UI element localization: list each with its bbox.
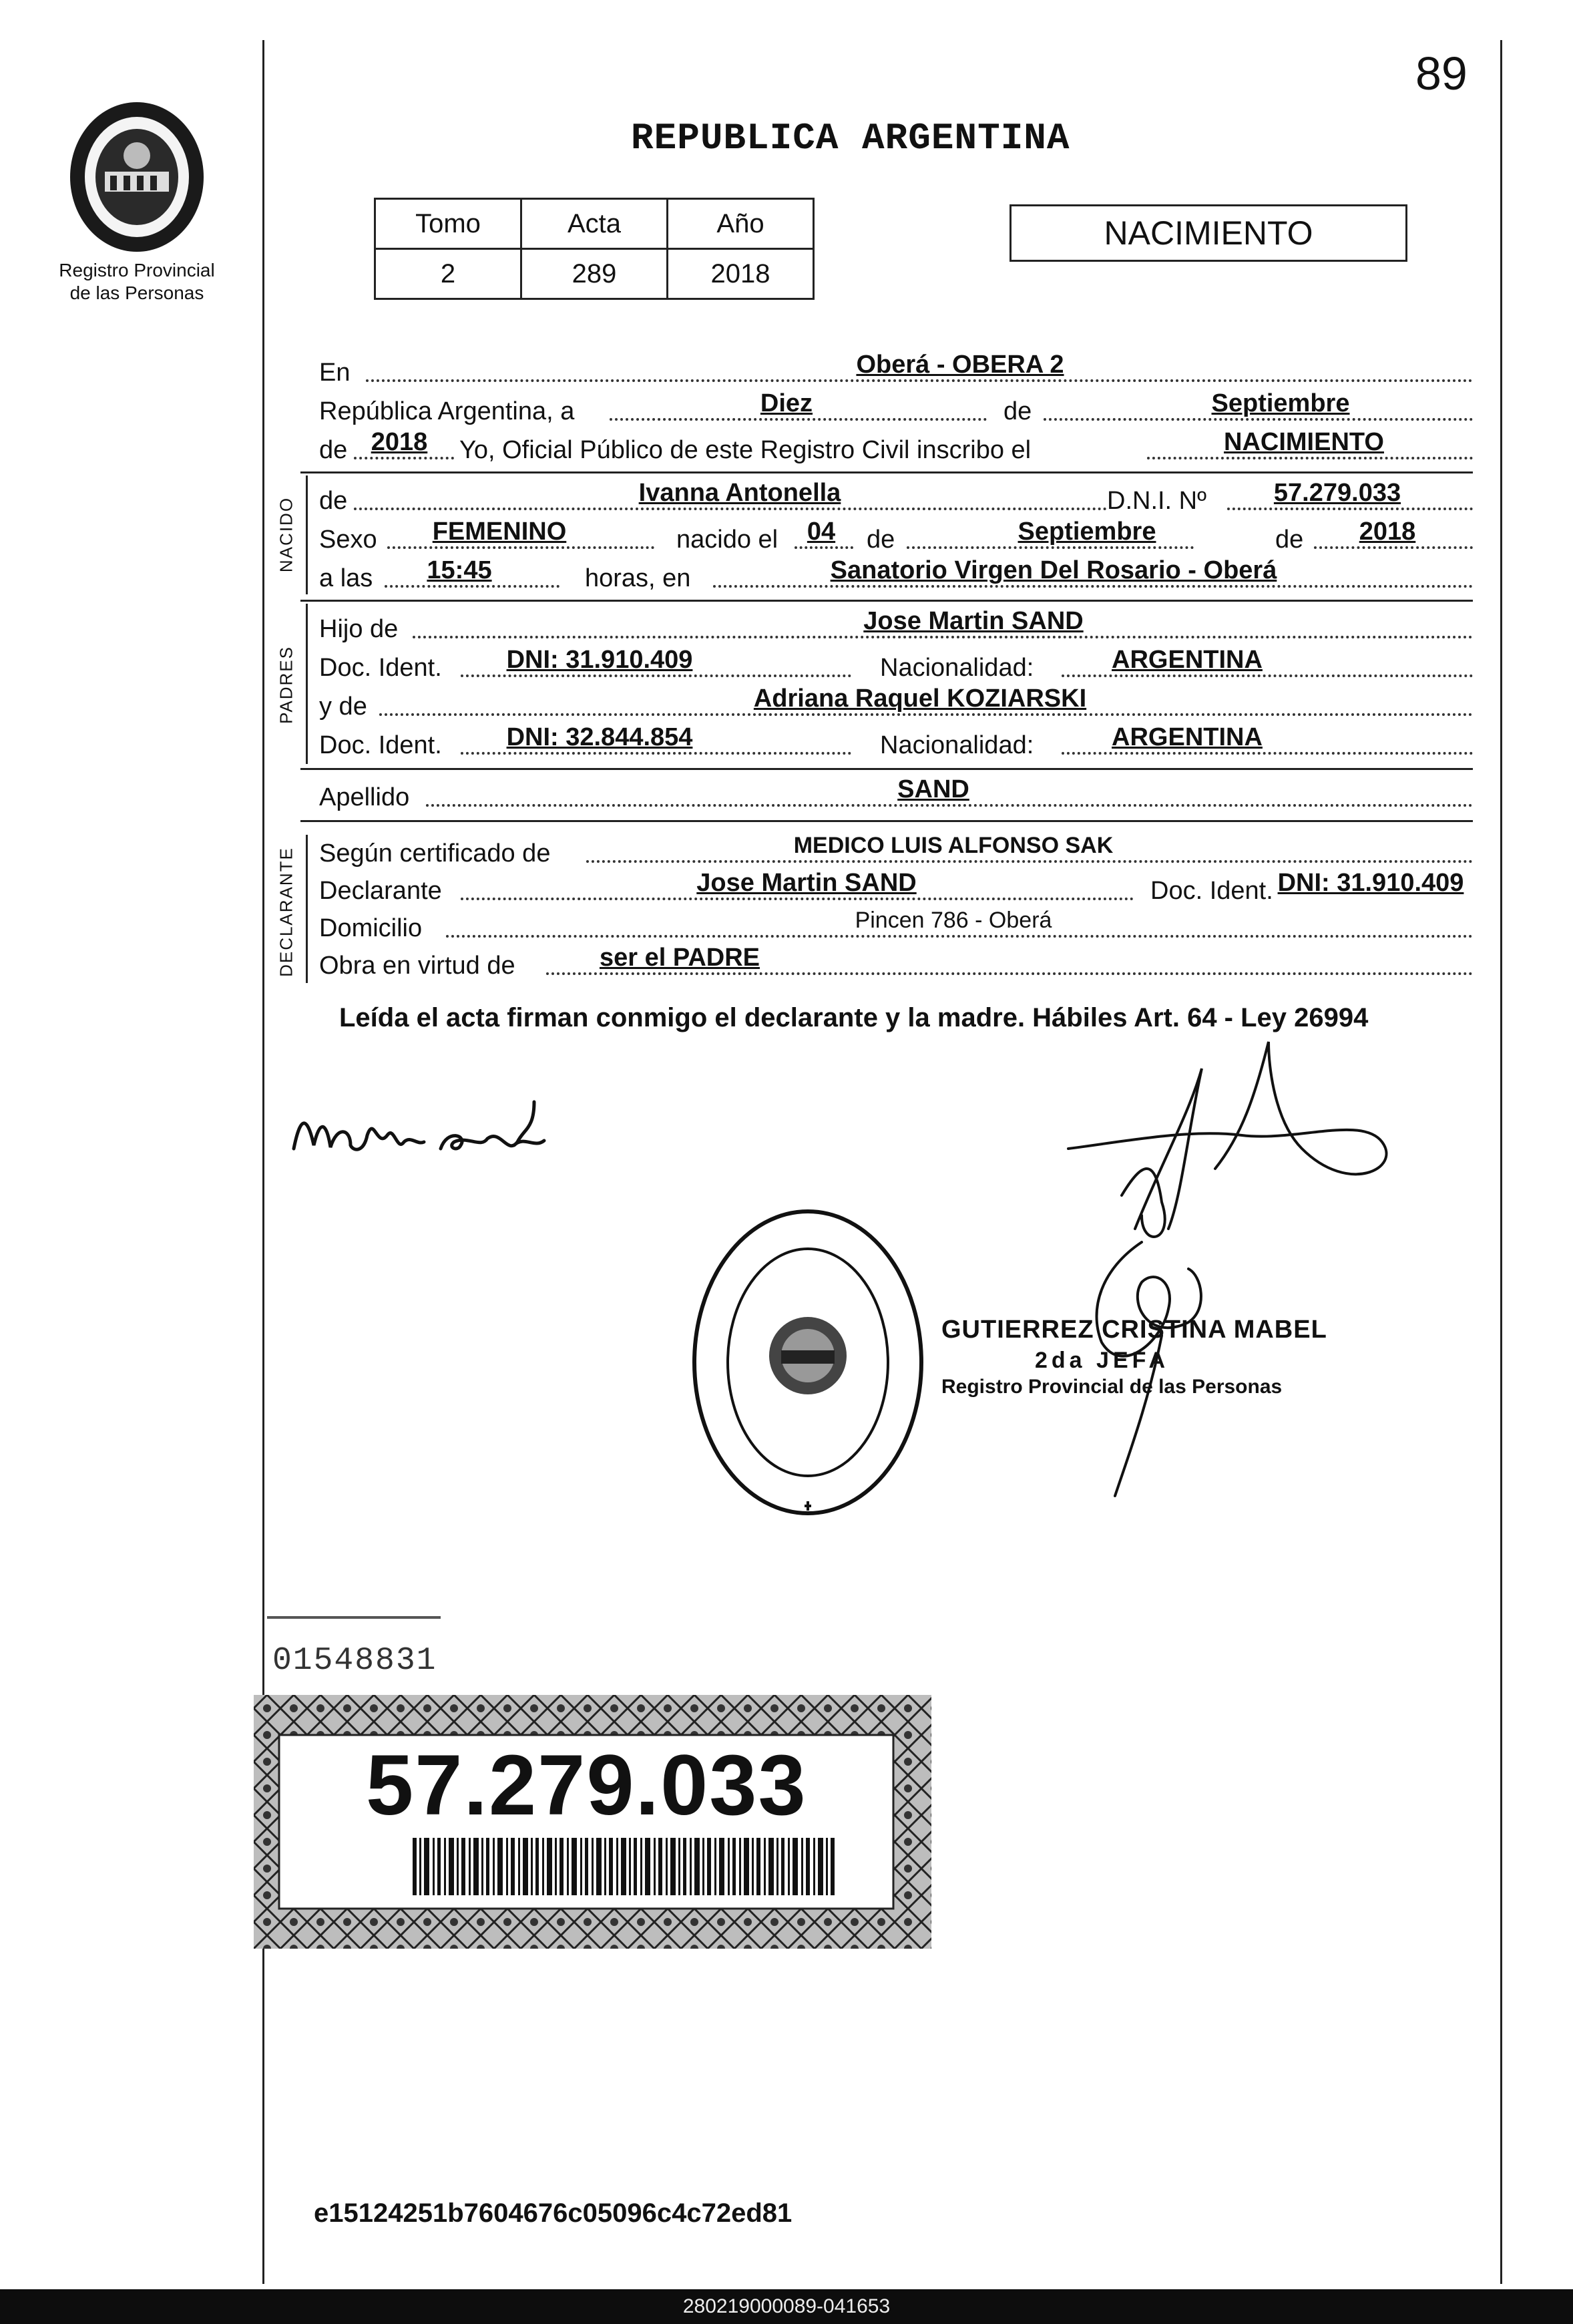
value-birth-year: 2018: [1359, 518, 1416, 546]
value-birth-day: 04: [807, 518, 836, 546]
label-en: En: [319, 359, 351, 387]
value-certificado: MEDICO LUIS ALFONSO SAK: [793, 833, 1114, 858]
row-domicilio: [319, 910, 1473, 947]
table-value-tomo: 2: [375, 249, 521, 299]
label-oficial: Yo, Oficial Público de este Registro Civil inscribo el: [459, 436, 1032, 464]
value-en: Oberá - OBERA 2: [856, 351, 1064, 379]
table-value-anio: 2018: [668, 249, 814, 299]
section-divider: [300, 820, 1473, 822]
sticker-dni-number: 57.279.033: [366, 1738, 807, 1833]
value-time: 15:45: [427, 556, 492, 584]
value-year: 2018: [371, 428, 428, 456]
logo-caption: Registro Provincial de las Personas: [59, 260, 215, 303]
label-doc-ident: Doc. Ident.: [319, 731, 442, 759]
value-declarante-doc: DNI: 31.910.409: [1277, 869, 1464, 897]
officer-name: GUTIERREZ CRISTINA MABEL: [941, 1316, 1327, 1344]
document-hash: e15124251b7604676c05096c4c72ed81: [314, 2198, 793, 2228]
value-father-nationality: ARGENTINA: [1112, 646, 1263, 674]
value-sexo: FEMENINO: [432, 518, 567, 546]
label-sexo: Sexo: [319, 526, 377, 554]
province-logo: [63, 97, 210, 257]
value-birth-place: Sanatorio Virgen Del Rosario - Oberá: [830, 556, 1277, 584]
row-apellido: [319, 775, 1473, 816]
value-father-name: Jose Martin SAND: [863, 607, 1084, 635]
section-label-declarante: DECLARANTE: [276, 847, 296, 977]
row-oficial: [319, 428, 1473, 469]
label-de: de: [319, 487, 348, 515]
scribble-mark: [267, 1616, 441, 1619]
row-mother-doc: [319, 723, 1473, 764]
label-republica: República Argentina, a: [319, 397, 575, 425]
table-value-acta: 289: [521, 249, 668, 299]
label-obra: Obra en virtud de: [319, 952, 515, 980]
value-day: Diez: [760, 389, 813, 417]
label-nacido-el: nacido el: [676, 526, 778, 554]
label-dni: D.N.I. Nº: [1107, 487, 1206, 515]
label-domicilio: Domicilio: [319, 914, 423, 942]
officer-title: 2da JEFA: [1035, 1348, 1170, 1373]
right-margin-line: [1500, 40, 1502, 2284]
label-hijo-de: Hijo de: [319, 615, 399, 643]
value-month: Septiembre: [1211, 389, 1350, 417]
table-header-acta: Acta: [521, 199, 668, 249]
label-de2: de: [319, 436, 348, 464]
record-type-box: NACIMIENTO: [1009, 204, 1407, 262]
value-child-dni: 57.279.033: [1273, 479, 1401, 507]
label-doc-ident: Doc. Ident.: [1150, 877, 1273, 905]
table-header-anio: Año: [668, 199, 814, 249]
label-nacionalidad: Nacionalidad:: [880, 731, 1034, 759]
value-child-name: Ivanna Antonella: [638, 479, 841, 507]
value-declarante: Jose Martin SAND: [696, 869, 917, 897]
label-de: de: [1275, 526, 1304, 554]
official-seal: [688, 1202, 928, 1523]
barcode: [413, 1838, 840, 1895]
section-bracket: [306, 604, 308, 764]
value-father-doc: DNI: 31.910.409: [506, 646, 693, 674]
label-de: de: [1003, 397, 1032, 425]
officer-signature: [988, 1028, 1402, 1509]
registry-table: [374, 198, 815, 300]
label-segun: Según certificado de: [319, 839, 551, 867]
section-divider: [300, 600, 1473, 602]
value-inscribe: NACIMIENTO: [1224, 428, 1384, 456]
section-label-nacido: NACIDO: [276, 496, 296, 573]
label-horas-en: horas, en: [585, 564, 691, 592]
serial-number: 01548831: [272, 1643, 437, 1679]
section-bracket: [306, 835, 308, 983]
closing-statement: Leída el acta firman conmigo el declarante y la madre. Hábiles Art. 64 - Ley 26994: [339, 1003, 1369, 1032]
label-de: de: [867, 526, 895, 554]
label-declarante: Declarante: [319, 877, 442, 905]
label-y-de: y de: [319, 693, 367, 721]
value-mother-name: Adriana Raquel KOZIARSKI: [753, 685, 1087, 713]
page-number: 89: [1415, 47, 1468, 100]
value-domicilio: Pincen 786 - Oberá: [855, 908, 1052, 933]
section-divider: [300, 768, 1473, 770]
document-title: REPUBLICA ARGENTINA: [631, 117, 1070, 160]
value-mother-doc: DNI: 32.844.854: [506, 723, 693, 751]
label-doc-ident: Doc. Ident.: [319, 654, 442, 682]
label-apellido: Apellido: [319, 783, 410, 811]
value-apellido: SAND: [897, 775, 969, 803]
section-divider: [300, 471, 1473, 473]
label-nacionalidad: Nacionalidad:: [880, 654, 1034, 682]
row-obra: [319, 944, 1473, 984]
section-bracket: [306, 475, 308, 594]
footer-code: 280219000089-041653: [682, 2295, 891, 2317]
row-nacido-hora: [319, 556, 1473, 597]
section-label-padres: PADRES: [276, 646, 296, 724]
officer-organization: Registro Provincial de las Personas: [941, 1376, 1283, 1398]
declarant-signature: [287, 1089, 594, 1169]
value-mother-nationality: ARGENTINA: [1112, 723, 1263, 751]
label-a-las: a las: [319, 564, 373, 592]
table-header-tomo: Tomo: [375, 199, 521, 249]
value-obra: ser el PADRE: [599, 944, 760, 972]
value-birth-month: Septiembre: [1018, 518, 1156, 546]
